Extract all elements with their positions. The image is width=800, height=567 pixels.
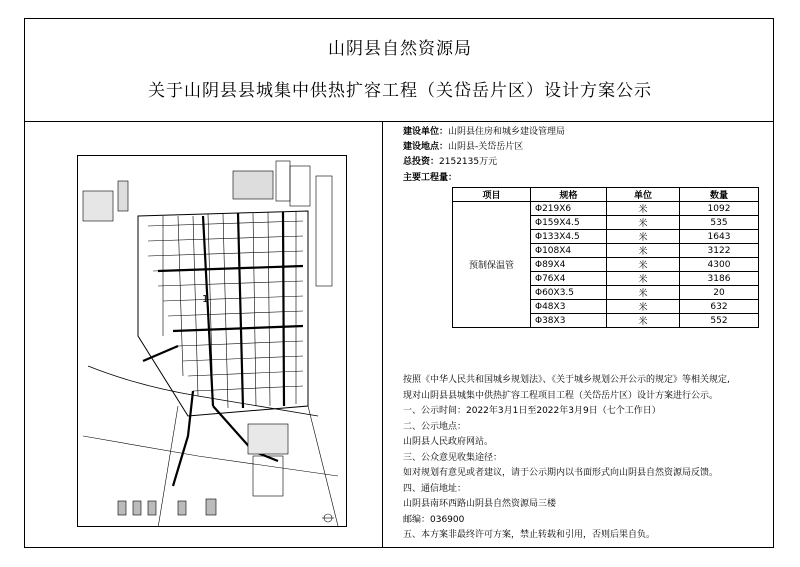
unit-cell: 米 (607, 272, 680, 286)
notice-line: 一、公示时间：2022年3月1日至2022年3月9日（七个工作日） (403, 406, 661, 416)
qty-cell: 1643 (680, 230, 759, 244)
project-cell: 预制保温管 (453, 202, 531, 328)
notice-line: 山阴县人民政府网站。 (403, 437, 494, 447)
works-table (452, 187, 759, 328)
qty-cell: 1092 (680, 202, 759, 216)
qty-cell: 632 (680, 300, 759, 314)
builder-value: 山阴县住房和城乡建设管理局 (448, 127, 566, 137)
column-divider (382, 121, 383, 548)
map-marker-label: 1 (202, 294, 209, 305)
investment-value: 2152135万元 (439, 157, 498, 167)
spec-cell: Φ159X4.5 (531, 216, 607, 230)
qty-cell: 20 (680, 286, 759, 300)
notice-line: 二、公示地点： (403, 421, 467, 432)
investment-label: 总投资： (403, 157, 440, 167)
spec-cell: Φ219X6 (531, 202, 607, 216)
spec-cell: Φ133X4.5 (531, 230, 607, 244)
col-header-unit: 单位 (607, 188, 680, 202)
spec-cell: Φ76X4 (531, 272, 607, 286)
notice-title: 关于山阴县县城集中供热扩容工程（关岱岳片区）设计方案公示 (148, 81, 652, 101)
unit-cell: 米 (607, 244, 680, 258)
col-header-qty: 数量 (680, 188, 759, 202)
notice-line: 五、本方案非最终许可方案，禁止转载和引用，否则后果自负。 (403, 530, 656, 540)
spec-cell: Φ38X3 (531, 314, 607, 328)
spec-cell: Φ60X3.5 (531, 286, 607, 300)
notice-line: 山阴县南环西路山阴县自然资源局三楼 (403, 499, 557, 509)
notice-text (403, 373, 730, 544)
spec-cell: Φ108X4 (531, 244, 607, 258)
qty-cell: 3186 (680, 272, 759, 286)
qty-cell: 3122 (680, 244, 759, 258)
unit-cell: 米 (607, 202, 680, 216)
notice-line: 邮编：036900 (403, 514, 465, 525)
site-value: 山阴县-关岱岳片区 (448, 142, 524, 152)
table-row (453, 202, 759, 216)
qty-cell: 552 (680, 314, 759, 328)
col-header-project: 项目 (453, 188, 531, 202)
unit-cell: 米 (607, 300, 680, 314)
qty-cell: 4300 (680, 258, 759, 272)
site-plan-map (77, 155, 347, 527)
unit-cell: 米 (607, 314, 680, 328)
unit-cell: 米 (607, 230, 680, 244)
works-label: 主要工程量： (403, 173, 458, 183)
notice-line: 现对山阴县县城集中供热扩容工程项目工程（关岱岳片区）设计方案进行公示。 (403, 390, 719, 401)
unit-cell: 米 (607, 258, 680, 272)
works-line (403, 172, 457, 185)
notice-line: 四、通信地址： (403, 483, 467, 494)
spec-cell: Φ48X3 (531, 300, 607, 314)
qty-cell: 535 (680, 216, 759, 230)
notice-line: 按照《中华人民共和国城乡规划法》、《关于城乡规划公开公示的规定》等相关规定, (403, 375, 730, 385)
notice-line: 三、公众意见收集途径： (403, 452, 503, 463)
unit-cell: 米 (607, 216, 680, 230)
agency-title: 山阴县自然资源局 (328, 39, 472, 59)
site-line (403, 141, 523, 154)
col-header-spec: 规格 (531, 188, 607, 202)
builder-line (403, 126, 565, 139)
site-plan-drawing (78, 156, 347, 527)
title-divider (24, 121, 774, 122)
notice-line: 如对规划有意见或者建议，请于公示期内以书面形式向山阴县自然资源局反馈。 (403, 468, 719, 478)
table-header-row (453, 188, 759, 202)
spec-cell: Φ89X4 (531, 258, 607, 272)
unit-cell: 米 (607, 286, 680, 300)
investment-line (403, 156, 497, 169)
builder-label: 建设单位： (403, 127, 449, 137)
site-label: 建设地点： (403, 142, 449, 152)
